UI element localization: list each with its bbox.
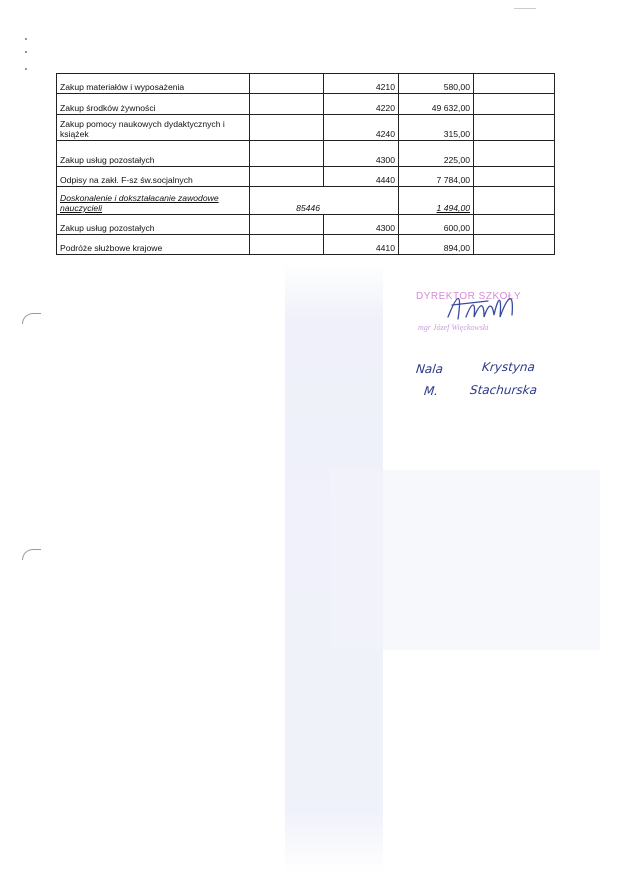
stamp-name: mgr Józef Więckowski bbox=[418, 323, 489, 332]
expense-name: Zakup usług pozostałych bbox=[57, 215, 250, 235]
section-code: 85446 bbox=[250, 187, 324, 215]
punch-hole-mark bbox=[22, 313, 41, 324]
amount: 1 494,00 bbox=[399, 187, 474, 215]
extra-cell bbox=[474, 167, 555, 187]
amount: 225,00 bbox=[399, 141, 474, 167]
budget-table bbox=[56, 73, 555, 255]
table-row bbox=[57, 167, 555, 187]
expense-name: Odpisy na zakł. F-sz św.socjalnych bbox=[57, 167, 250, 187]
paragraph-code bbox=[324, 187, 399, 215]
section-code bbox=[250, 167, 324, 187]
handwritten-name: M. bbox=[423, 384, 439, 398]
director-stamp bbox=[408, 287, 548, 347]
paragraph-code: 4300 bbox=[324, 215, 399, 235]
extra-cell bbox=[474, 187, 555, 215]
table-row bbox=[57, 74, 555, 94]
scan-dot bbox=[25, 51, 27, 53]
expense-name: Zakup usług pozostałych bbox=[57, 141, 250, 167]
scan-artifact-line bbox=[514, 8, 536, 9]
paragraph-code: 4410 bbox=[324, 235, 399, 255]
handwritten-name: Nala bbox=[415, 362, 444, 376]
section-code bbox=[250, 235, 324, 255]
handwritten-name: Krystyna bbox=[481, 360, 536, 374]
expense-name: Podróże służbowe krajowe bbox=[57, 235, 250, 255]
amount: 894,00 bbox=[399, 235, 474, 255]
expense-name: Zakup pomocy naukowych dydaktycznych i książek bbox=[57, 115, 250, 141]
table-row bbox=[57, 115, 555, 141]
amount: 49 632,00 bbox=[399, 94, 474, 115]
extra-cell bbox=[474, 94, 555, 115]
paragraph-code: 4240 bbox=[324, 115, 399, 141]
section-code bbox=[250, 115, 324, 141]
table-row bbox=[57, 141, 555, 167]
extra-cell bbox=[474, 74, 555, 94]
extra-cell bbox=[474, 115, 555, 141]
extra-cell bbox=[474, 235, 555, 255]
table-row bbox=[57, 235, 555, 255]
section-code bbox=[250, 94, 324, 115]
expense-name: Doskonalenie i dokształacanie zawodowe nauczycieli bbox=[57, 187, 250, 215]
paragraph-code: 4300 bbox=[324, 141, 399, 167]
section-code bbox=[250, 141, 324, 167]
budget-table-body bbox=[57, 74, 555, 255]
amount: 600,00 bbox=[399, 215, 474, 235]
extra-cell bbox=[474, 215, 555, 235]
paragraph-code: 4210 bbox=[324, 74, 399, 94]
director-signature bbox=[428, 287, 538, 327]
expense-name: Zakup środków żywności bbox=[57, 94, 250, 115]
amount: 315,00 bbox=[399, 115, 474, 141]
table-row bbox=[57, 215, 555, 235]
scan-shadow bbox=[330, 470, 600, 650]
paragraph-code: 4440 bbox=[324, 167, 399, 187]
amount: 580,00 bbox=[399, 74, 474, 94]
section-code bbox=[250, 215, 324, 235]
paragraph-code: 4220 bbox=[324, 94, 399, 115]
scan-dot bbox=[25, 68, 27, 70]
stamp-title: DYREKTOR SZKOŁY bbox=[416, 291, 522, 302]
expense-name: Zakup materiałów i wyposażenia bbox=[57, 74, 250, 94]
extra-cell bbox=[474, 141, 555, 167]
handwritten-name: Stachurska bbox=[469, 383, 538, 397]
amount: 7 784,00 bbox=[399, 167, 474, 187]
table-row bbox=[57, 187, 555, 215]
table-row bbox=[57, 94, 555, 115]
scan-dot bbox=[25, 38, 27, 40]
punch-hole-mark bbox=[22, 549, 41, 560]
section-code bbox=[250, 74, 324, 94]
